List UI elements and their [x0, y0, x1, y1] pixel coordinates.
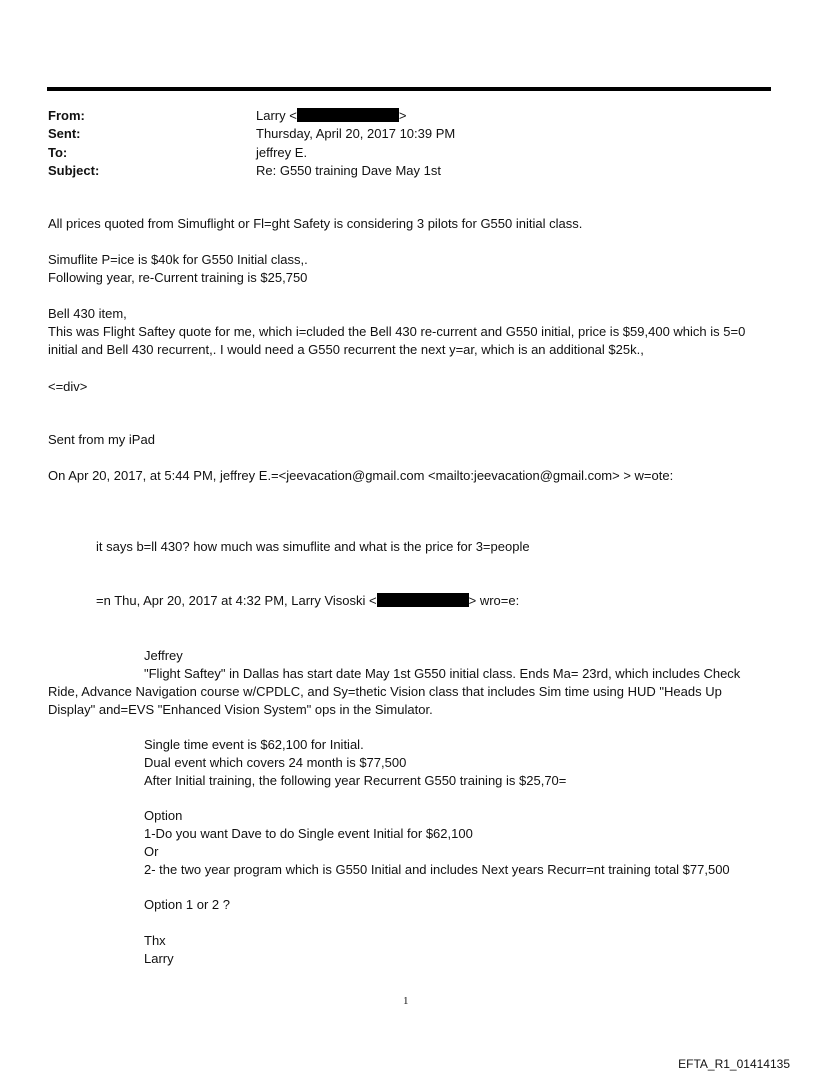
quote-line: Ride, Advance Navigation course w/CPDLC, and Sy=thetic Vision class that includes Sim time using HUD "Heads Up	[48, 684, 722, 699]
quote-line: Option 1 or 2 ?	[144, 897, 230, 912]
quote-line: Option	[144, 808, 183, 823]
body-line: Simuflite P=ice is $40k for G550 Initial class,.	[48, 252, 308, 267]
quote-line: Single time event is $62,100 for Initial.	[144, 737, 364, 752]
body-line: initial and Bell 430 recurrent,. I would need a G550 recurrent the next y=ar, which is an additional $25k.,	[48, 342, 644, 357]
body-line: Sent from my iPad	[48, 432, 155, 447]
quote-line: "Flight Saftey" in Dallas has start date May 1st G550 initial class. Ends Ma= 23rd, which includes Check	[144, 666, 741, 681]
from-label: From:	[48, 108, 85, 123]
redaction-box	[377, 593, 469, 607]
header-rule	[47, 87, 771, 91]
quote-line: Thx	[144, 933, 166, 948]
sent-value: Thursday, April 20, 2017 10:39 PM	[256, 126, 456, 141]
subject-label: Subject:	[48, 163, 100, 178]
page-number: 1	[403, 995, 409, 1007]
body-line: All prices quoted from Simuflight or Fl=ght Safety is considering 3 pilots for G550 initial class.	[48, 216, 583, 231]
quote-line: After Initial training, the following year Recurrent G550 training is $25,70=	[144, 773, 567, 788]
redaction-box	[297, 108, 399, 122]
quote-line: Jeffrey	[144, 648, 183, 663]
bates-number: EFTA_R1_01414135	[678, 1057, 790, 1071]
quote-line: Display" and=EVS "Enhanced Vision System" ops in the Simulator.	[48, 702, 433, 717]
quote-line: 2- the two year program which is G550 Initial and includes Next years Recurr=nt training total $77,500	[144, 862, 730, 877]
body-line: Bell 430 item,	[48, 306, 127, 321]
body-line: <=div>	[48, 379, 88, 394]
from-close: >	[398, 108, 407, 123]
body-line: On Apr 20, 2017, at 5:44 PM, jeffrey E.=<jeevacation@gmail.com <mailto:jeevacation@gmail.com> > w=ote:	[48, 468, 674, 483]
from-value	[256, 108, 406, 123]
quote-line: Dual event which covers 24 month is $77,500	[144, 755, 407, 770]
quote-line: 1-Do you want Dave to do Single event Initial for $62,100	[144, 826, 473, 841]
quote-attribution-end: > wro=e:	[468, 593, 520, 608]
body-line: Following year, re-Current training is $25,750	[48, 270, 308, 285]
quote-attribution: =n Thu, Apr 20, 2017 at 4:32 PM, Larry Visoski <	[96, 593, 377, 608]
subject-value: Re: G550 training Dave May 1st	[256, 163, 441, 178]
quote-line: Larry	[144, 951, 174, 966]
to-value: jeffrey E.	[256, 145, 308, 160]
to-label: To:	[48, 145, 68, 160]
sent-label: Sent:	[48, 126, 81, 141]
from-name: Larry <	[256, 108, 297, 123]
quote-line: it says b=ll 430? how much was simuflite and what is the price for 3=people	[96, 539, 530, 554]
quote-line	[96, 593, 519, 608]
body-line: This was Flight Saftey quote for me, which i=cluded the Bell 430 re-current and G550 initial, price is $59,400 which is 5=0	[48, 324, 746, 339]
quote-line: Or	[144, 844, 159, 859]
